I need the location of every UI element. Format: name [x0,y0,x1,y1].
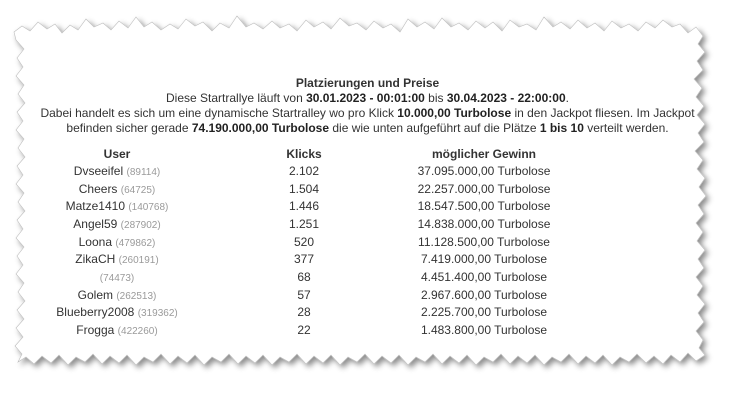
user-name[interactable]: ZikaCH [75,252,116,267]
table-row [0,215,594,233]
clicks-cell: 2.102 [288,163,320,178]
user-name[interactable]: Dvseeifel [73,163,124,178]
jackpot-amount: 74.190.000,00 Turbolose [191,121,330,135]
user-cell [0,215,234,233]
table-row [0,286,594,304]
user-name[interactable]: Cheers [78,181,118,196]
table-header-row [0,146,594,162]
rally-description-text: Dabei handelt es sich um eine dynamische Startralley wo pro Klick 10.000,00 Turbolose in den Jackpot fliesen. Im Jackpot [40,106,695,120]
user-name[interactable]: Blueberry2008 [56,305,135,320]
table-row [0,304,594,322]
table-row [0,268,594,286]
user-id: (89114) [126,166,161,178]
user-cell [0,180,234,198]
gain-cell: 7.419.000,00 Turbolose [420,252,548,267]
gain-cell: 11.128.500,00 Turbolose [418,234,550,249]
user-cell [0,268,234,286]
table-row [0,233,594,251]
prize-info-panel [0,76,735,136]
gain-cell: 2.967.600,00 Turbolose [420,287,548,302]
table-row [0,162,594,180]
user-cell [0,233,234,251]
user-id: (74473) [99,272,135,284]
user-id: (479862) [115,237,156,249]
user-id: (287902) [120,219,161,231]
user-cell [0,321,234,339]
user-name[interactable]: Angel59 [73,216,118,231]
clicks-cell: 57 [297,287,311,302]
rally-period-text: Diese Startrallye läuft von 30.01.2023 - 00:01:00 bis 30.04.2023 - 22:00:00. [166,91,569,105]
user-name[interactable]: Loona [78,234,112,249]
user-id: (260191) [118,255,159,267]
user-name[interactable]: Frogga [76,323,115,338]
ranking-table [0,146,594,339]
clicks-cell: 1.504 [288,181,320,196]
column-header-gain: möglicher Gewinn [431,147,536,161]
user-id: (422260) [117,326,158,338]
table-row [0,180,594,198]
gain-cell: 18.547.500,00 Turbolose [417,199,551,214]
user-cell [0,286,234,304]
user-cell [0,250,234,268]
user-id: (140768) [128,202,169,214]
user-cell [0,304,234,322]
user-cell [0,162,234,180]
user-cell [0,197,234,215]
table-row [0,197,594,215]
per-click-amount: 10.000,00 Turbolose [397,106,512,120]
panel-title: Platzierungen und Preise [295,76,440,90]
column-header-clicks: Klicks [286,147,322,161]
gain-cell: 4.451.400,00 Turbolose [420,269,548,284]
clicks-cell: 1.251 [288,216,320,231]
table-row [0,321,594,339]
user-id: (262513) [116,290,157,302]
gain-cell: 14.838.000,00 Turbolose [417,216,551,231]
user-name[interactable]: Matze1410 [65,199,125,214]
table-row [0,250,594,268]
clicks-cell: 1.446 [288,199,320,214]
gain-cell: 2.225.700,00 Turbolose [420,305,548,320]
clicks-cell: 68 [297,269,311,284]
jackpot-text: befinden sicher gerade 74.190.000,00 Turbolose die wie unten aufgeführt auf die Plätze 1 bis 10 verteilt werden. [66,121,669,135]
clicks-cell: 520 [293,234,315,249]
clicks-cell: 22 [297,323,311,338]
rally-end-date: 30.04.2023 - 22:00:00 [446,91,566,105]
user-id: (64725) [120,184,156,196]
column-header-user: User [103,147,131,161]
clicks-cell: 28 [297,305,311,320]
gain-cell: 37.095.000,00 Turbolose [417,163,551,178]
ranking-rows [0,162,594,339]
clicks-cell: 377 [293,252,315,267]
gain-cell: 22.257.000,00 Turbolose [417,181,551,196]
rally-start-date: 30.01.2023 - 00:01:00 [306,91,425,105]
gain-cell: 1.483.800,00 Turbolose [420,323,548,338]
prize-places: 1 bis 10 [539,121,584,135]
user-id: (319362) [137,308,178,320]
user-name[interactable]: Golem [77,287,113,302]
